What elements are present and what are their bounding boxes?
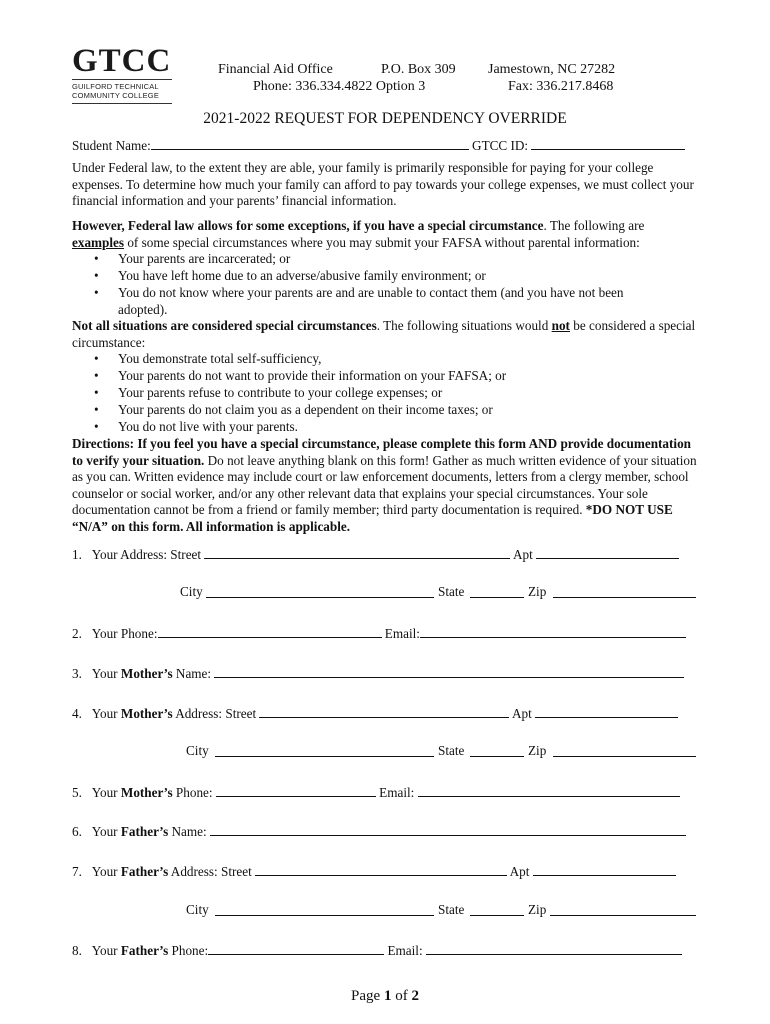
q2-row: [72, 624, 697, 642]
q7-row: [72, 862, 697, 880]
bullet: •: [94, 419, 99, 434]
footer-page-total: 2: [411, 988, 419, 1004]
apt-label: Apt: [512, 706, 532, 721]
q3-bold: Mother’s: [120, 666, 173, 681]
your-email-field[interactable]: [420, 624, 686, 638]
your-state-field[interactable]: [470, 584, 524, 598]
logo-line-2: COMMUNITY COLLEGE: [72, 91, 160, 100]
list-item: You do not live with your parents.: [118, 419, 298, 434]
bullet: •: [94, 368, 99, 383]
city-label: City: [186, 743, 209, 758]
student-name-field[interactable]: [151, 136, 469, 150]
header-fax: Fax: 336.217.8468: [508, 79, 614, 94]
mother-email-field[interactable]: [418, 783, 680, 797]
mother-name-field[interactable]: [214, 664, 684, 678]
q5-row: [72, 783, 697, 801]
logo-rule: [72, 79, 172, 80]
not-situations-text-2: be considered a special circumstance:: [72, 318, 696, 350]
email-label: Email:: [379, 785, 415, 800]
state-label: State: [438, 743, 465, 758]
bullet: •: [94, 268, 99, 283]
zip-label: Zip: [528, 902, 547, 917]
not-word: not: [551, 318, 570, 333]
gtcc-id-field[interactable]: [531, 136, 685, 150]
gtcc-logo: [72, 43, 172, 106]
header-phone: Phone: 336.334.4822 Option 3: [253, 79, 426, 94]
examples-word: examples: [72, 234, 125, 250]
q4-row: [72, 704, 697, 722]
q3-pre: Your: [91, 666, 121, 681]
your-apt-field[interactable]: [536, 545, 679, 559]
father-state-field[interactable]: [470, 902, 524, 916]
email-label: Email:: [384, 626, 420, 641]
father-name-field[interactable]: [210, 822, 686, 836]
zip-label: Zip: [528, 743, 547, 758]
q5-pre: Your: [91, 785, 121, 800]
q5-bold: Mother’s: [120, 785, 173, 800]
bullet: •: [94, 285, 99, 300]
q6-bold: Father’s: [120, 824, 169, 839]
bullet: •: [94, 402, 99, 417]
mother-state-field[interactable]: [470, 743, 524, 757]
city-label: City: [180, 584, 203, 599]
q6-row: [72, 822, 697, 840]
list-item: You demonstrate total self-sufficiency,: [118, 351, 322, 366]
state-label: State: [438, 584, 465, 599]
student-name-label: Student Name:: [72, 138, 151, 153]
apt-label: Apt: [509, 864, 530, 879]
directions-lead: Directions: If you feel you have a special circumstance, please complete this form AND provide documentation to verify your situation.: [72, 436, 692, 468]
q8-row: [72, 941, 697, 959]
header-city: Jamestown, NC 27282: [488, 62, 616, 77]
q7-city-row: [72, 902, 697, 920]
zip-label: Zip: [528, 584, 547, 599]
footer-page-number: 1: [383, 988, 392, 1004]
gtcc-id-label: GTCC ID:: [472, 138, 529, 153]
q8-bold: Father’s: [120, 943, 169, 958]
not-situations-paragraph: [72, 318, 697, 351]
father-email-field[interactable]: [426, 941, 682, 955]
footer-of-word: of: [391, 988, 412, 1004]
list-item: Your parents refuse to contribute to your college expenses; or: [118, 385, 443, 400]
your-phone-field[interactable]: [158, 624, 382, 638]
state-label: State: [438, 902, 465, 917]
your-zip-field[interactable]: [553, 584, 696, 598]
q7-bold: Father’s: [120, 864, 169, 879]
q3-post: Name:: [172, 666, 212, 681]
header-pobox: P.O. Box 309: [381, 62, 456, 77]
q8-number: 8.: [72, 943, 82, 958]
bullet: •: [94, 385, 99, 400]
city-label: City: [186, 902, 209, 917]
list-item: Your parents are incarcerated; or: [118, 251, 291, 266]
q2-label: Your Phone:: [91, 626, 158, 641]
mother-city-field[interactable]: [215, 743, 434, 757]
bullet: •: [94, 251, 99, 266]
page-footer: [0, 988, 770, 1005]
list-item: You have left home due to an adverse/abusive family environment; or: [118, 268, 486, 283]
exceptions-text-2: of some special circumstances where you may submit your FAFSA without parental information:: [124, 234, 640, 250]
q2-number: 2.: [72, 626, 82, 641]
exceptions-text-1: . The following are: [543, 218, 645, 233]
logo-rule-bottom: [72, 103, 172, 104]
apt-label: Apt: [512, 547, 533, 562]
father-apt-field[interactable]: [533, 862, 676, 876]
q1-number: 1.: [72, 547, 82, 562]
header-office: Financial Aid Office: [218, 62, 333, 77]
q7-post: Address: Street: [168, 864, 252, 879]
mother-apt-field[interactable]: [535, 704, 678, 718]
father-street-field[interactable]: [255, 862, 507, 876]
q8-post: Phone:: [168, 943, 209, 958]
q6-number: 6.: [72, 824, 82, 839]
q1-city-row: [72, 584, 697, 602]
q7-number: 7.: [72, 864, 82, 879]
directions-body: Do not leave anything blank on this form! Gather as much written evidence of your situation as you can. Written evidence may include court or law enforcement documents, letters from a clergy member, school counselor or social worker, and/or any other relevant data that explains your special circumstances. Your sole documentation cannot be from a friend or family member; third party documentation is required.: [72, 452, 697, 518]
list-item: You do not know where your parents are and are unable to contact them (and you have not been adopted).: [118, 285, 624, 317]
exceptions-paragraph: [72, 218, 697, 251]
logo-line-1: GUILFORD TECHNICAL: [72, 82, 159, 91]
mother-phone-field[interactable]: [216, 783, 376, 797]
directions-paragraph: [72, 436, 697, 536]
q4-number: 4.: [72, 706, 82, 721]
q3-number: 3.: [72, 666, 82, 681]
father-phone-field[interactable]: [208, 941, 384, 955]
footer-page-word: Page: [351, 988, 384, 1004]
father-zip-field[interactable]: [550, 902, 696, 916]
student-row: [72, 136, 697, 154]
q1-label: Your Address: Street: [91, 547, 202, 562]
mother-zip-field[interactable]: [553, 743, 696, 757]
q6-post: Name:: [168, 824, 207, 839]
your-city-field[interactable]: [206, 584, 434, 598]
father-city-field[interactable]: [215, 902, 434, 916]
exceptions-lead: However, Federal law allows for some exceptions, if you have a special circumstance: [72, 218, 544, 233]
your-street-field[interactable]: [204, 545, 510, 559]
directions-tail: *DO NOT USE “N/A” on this form. All information is applicable.: [72, 502, 673, 534]
q3-row: [72, 664, 697, 682]
mother-street-field[interactable]: [259, 704, 509, 718]
not-situations-text-1: . The following situations would: [376, 318, 552, 333]
list-item: Your parents do not claim you as a dependent on their income taxes; or: [118, 402, 493, 417]
q7-pre: Your: [91, 864, 121, 879]
not-situations-lead: Not all situations are considered special circumstances: [72, 318, 377, 333]
q5-post: Phone:: [172, 785, 213, 800]
logo-wordmark: GTCC: [72, 43, 172, 79]
q4-city-row: [72, 743, 697, 761]
q4-bold: Mother’s: [120, 706, 173, 721]
q4-pre: Your: [91, 706, 121, 721]
q8-pre: Your: [91, 943, 121, 958]
email-label: Email:: [387, 943, 423, 958]
form-title: 2021-2022 REQUEST FOR DEPENDENCY OVERRIDE: [203, 110, 567, 127]
intro-paragraph: Under Federal law, to the extent they are able, your family is primarily responsible for paying for your college expenses. To determine how much your family can afford to pay towards your college expenses, we must collect your financial information and your parents’ financial information.: [72, 160, 694, 209]
bullet: •: [94, 351, 99, 366]
list-item: Your parents do not want to provide their information on your FAFSA; or: [118, 368, 507, 383]
q4-post: Address: Street: [172, 706, 257, 721]
q6-pre: Your: [91, 824, 121, 839]
q5-number: 5.: [72, 785, 82, 800]
q1-row: [72, 545, 697, 563]
